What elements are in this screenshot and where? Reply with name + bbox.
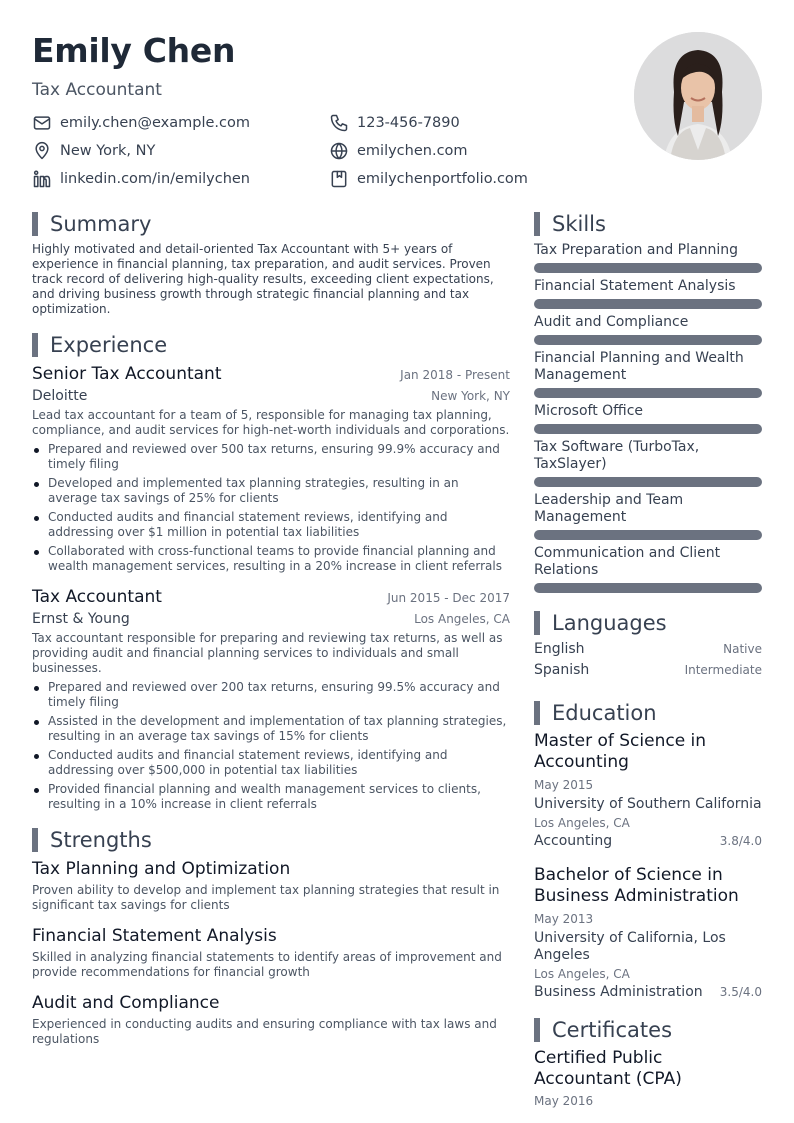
skill-level-bar — [534, 583, 762, 593]
bullet-dot-icon — [34, 754, 39, 759]
contact-portfolio[interactable] — [329, 168, 528, 190]
certificate-name: Certified Public Accountant (CPA) — [534, 1048, 682, 1089]
edu-field: Accounting — [534, 833, 613, 849]
bullet-item — [32, 748, 510, 778]
skill-level-bar — [534, 263, 762, 273]
skill-item — [534, 492, 762, 540]
edu-date: May 2013 — [534, 912, 594, 926]
strength-item — [32, 992, 510, 1047]
languages-heading — [534, 609, 762, 637]
linkedin-text: linkedin.com/in/emilychen — [60, 171, 250, 187]
contact-email[interactable] — [32, 112, 250, 134]
bullet-dot-icon — [34, 448, 39, 453]
globe-icon — [329, 141, 349, 161]
bullet-dot-icon — [34, 482, 39, 487]
section-title-text: Experience — [50, 333, 168, 357]
skill-level-bar — [534, 424, 762, 434]
skill-name: Tax Preparation and Planning — [534, 242, 738, 258]
bullet-text: Prepared and reviewed over 200 tax returns, ensuring 99.5% accuracy and timely filing — [48, 680, 500, 709]
bullet-dot-icon — [34, 686, 39, 691]
portrait-image — [634, 32, 762, 160]
skill-item — [534, 439, 762, 487]
edu-degree: Bachelor of Science in Business Administration — [534, 865, 739, 906]
edu-gpa: 3.5/4.0 — [719, 985, 762, 999]
skill-item — [534, 314, 762, 345]
section-accent-bar — [534, 1018, 540, 1042]
bullet-dot-icon — [34, 550, 39, 555]
skill-item — [534, 545, 762, 593]
job-dates: Jan 2018 - Present — [400, 368, 510, 382]
section-title-text: Education — [552, 701, 657, 725]
bullet-item — [32, 782, 510, 812]
portfolio-text: emilychenportfolio.com — [357, 171, 528, 187]
sidebar-column — [534, 210, 762, 1108]
job-bullets — [32, 680, 510, 812]
skill-name: Tax Software (TurboTax, TaxSlayer) — [534, 439, 700, 472]
bullet-item — [32, 680, 510, 710]
section-accent-bar — [32, 212, 38, 236]
strength-description: Experienced in conducting audits and ensuring compliance with tax laws and regulations — [32, 1017, 497, 1046]
candidate-name: Emily Chen — [32, 31, 236, 70]
language-item — [534, 641, 762, 662]
contact-linkedin[interactable] — [32, 168, 250, 190]
skill-item — [534, 403, 762, 434]
job-company: Deloitte — [32, 388, 88, 404]
certificate-item — [534, 1048, 762, 1108]
section-title-text: Languages — [552, 611, 667, 635]
bullet-text: Developed and implemented tax planning strategies, resulting in an average tax savings of 25% for clients — [48, 476, 459, 505]
section-title-text: Skills — [552, 212, 606, 236]
bullet-text: Assisted in the development and implementation of tax planning strategies, resulting in an average tax savings of 15% for clients — [48, 714, 507, 743]
edu-date: May 2015 — [534, 778, 594, 792]
profile-photo — [634, 32, 762, 160]
bullet-dot-icon — [34, 720, 39, 725]
strength-title: Audit and Compliance — [32, 993, 220, 1013]
phone-icon — [329, 113, 349, 133]
edu-school: University of California, Los Angeles — [534, 930, 726, 963]
job-location: New York, NY — [431, 389, 510, 403]
section-accent-bar — [534, 701, 540, 725]
skill-name: Communication and Client Relations — [534, 545, 721, 578]
bullet-dot-icon — [34, 516, 39, 521]
bookmark-icon — [329, 169, 349, 189]
section-title-text: Summary — [50, 212, 152, 236]
job-description: Lead tax accountant for a team of 5, responsible for managing tax planning, compliance, and audit services for high-net-worth individuals and corporations. — [32, 408, 510, 437]
strength-title: Tax Planning and Optimization — [32, 859, 291, 879]
summary-text: Highly motivated and detail-oriented Tax Accountant with 5+ years of experience in financial planning, tax preparation, and audit services. Proven track record of delivering high-quality results, exceeding client expectations, and driving business growth through strategic financial planning and tax optimization. — [32, 242, 494, 316]
job-bullets — [32, 442, 510, 574]
email-icon — [32, 113, 52, 133]
strengths-heading — [32, 826, 510, 854]
strength-item — [32, 858, 510, 913]
section-title-text: Certificates — [552, 1018, 673, 1042]
contact-phone[interactable] — [329, 112, 460, 134]
job-company: Ernst & Young — [32, 611, 130, 627]
job-role: Tax Accountant — [32, 587, 162, 607]
bullet-text: Conducted audits and financial statement reviews, identifying and addressing over $500,000 in potential tax liabilities — [48, 748, 448, 777]
language-level: Native — [723, 642, 762, 656]
job-description: Tax accountant responsible for preparing and reviewing tax returns, as well as providing audit and financial planning services to individuals and small businesses. — [32, 631, 503, 675]
location-text: New York, NY — [60, 143, 156, 159]
contact-info — [32, 112, 612, 202]
skills-list — [534, 242, 762, 593]
contact-location — [32, 140, 155, 162]
skill-name: Financial Statement Analysis — [534, 278, 736, 294]
certificate-date: May 2016 — [534, 1094, 594, 1108]
summary-heading — [32, 210, 510, 238]
bullet-item — [32, 510, 510, 540]
section-accent-bar — [32, 828, 38, 852]
edu-location: Los Angeles, CA — [534, 967, 630, 981]
linkedin-icon — [32, 169, 52, 189]
email-text: emily.chen@example.com — [60, 115, 250, 131]
language-item — [534, 662, 762, 683]
skill-item — [534, 278, 762, 309]
certificates-heading — [534, 1016, 762, 1044]
education-item — [534, 731, 762, 849]
edu-location: Los Angeles, CA — [534, 816, 630, 830]
bullet-text: Provided financial planning and wealth management services to clients, resulting in a 10% increase in client referrals — [48, 782, 481, 811]
edu-degree: Master of Science in Accounting — [534, 731, 707, 772]
bullet-item — [32, 714, 510, 744]
strength-item — [32, 925, 510, 980]
section-accent-bar — [534, 611, 540, 635]
bullet-dot-icon — [34, 788, 39, 793]
skill-name: Financial Planning and Wealth Management — [534, 350, 744, 383]
bullet-item — [32, 442, 510, 472]
skill-name: Audit and Compliance — [534, 314, 689, 330]
strength-description: Skilled in analyzing financial statements to identify areas of improvement and provide recommendations for financial growth — [32, 950, 502, 979]
education-item — [534, 865, 762, 1000]
strength-title: Financial Statement Analysis — [32, 926, 277, 946]
skill-level-bar — [534, 335, 762, 345]
skill-item — [534, 350, 762, 398]
edu-school: University of Southern California — [534, 796, 762, 812]
job-role: Senior Tax Accountant — [32, 364, 222, 384]
experience-item — [32, 363, 510, 574]
strength-description: Proven ability to develop and implement tax planning strategies that result in significant tax savings for clients — [32, 883, 500, 912]
section-accent-bar — [32, 333, 38, 357]
bullet-item — [32, 476, 510, 506]
bullet-text: Conducted audits and financial statement reviews, identifying and addressing over $1 million in potential tax liabilities — [48, 510, 448, 539]
phone-text: 123-456-7890 — [357, 115, 460, 131]
skill-name: Microsoft Office — [534, 403, 644, 419]
skill-item — [534, 242, 762, 273]
bullet-item — [32, 544, 510, 574]
section-accent-bar — [534, 212, 540, 236]
bullet-text: Prepared and reviewed over 500 tax returns, ensuring 99.9% accuracy and timely filing — [48, 442, 500, 471]
language-name: Spanish — [534, 662, 590, 678]
bullet-text: Collaborated with cross-functional teams to provide financial planning and wealth management services, resulting in a 20% increase in client referrals — [48, 544, 502, 573]
skill-level-bar — [534, 388, 762, 398]
edu-gpa: 3.8/4.0 — [719, 834, 762, 848]
education-heading — [534, 699, 762, 727]
skills-heading — [534, 210, 762, 238]
edu-field: Business Administration — [534, 984, 703, 1000]
experience-item — [32, 586, 510, 812]
contact-website[interactable] — [329, 140, 468, 162]
experience-heading — [32, 331, 510, 359]
map-pin-icon — [32, 141, 52, 161]
job-dates: Jun 2015 - Dec 2017 — [387, 591, 510, 605]
skill-level-bar — [534, 530, 762, 540]
website-text: emilychen.com — [357, 143, 468, 159]
skill-name: Leadership and Team Management — [534, 492, 684, 525]
language-name: English — [534, 641, 585, 657]
language-level: Intermediate — [684, 663, 762, 677]
job-title: Tax Accountant — [32, 80, 162, 100]
resume-header — [32, 30, 612, 187]
skill-level-bar — [534, 477, 762, 487]
main-column — [32, 210, 510, 1047]
job-location: Los Angeles, CA — [414, 612, 510, 626]
section-title-text: Strengths — [50, 828, 152, 852]
skill-level-bar — [534, 299, 762, 309]
